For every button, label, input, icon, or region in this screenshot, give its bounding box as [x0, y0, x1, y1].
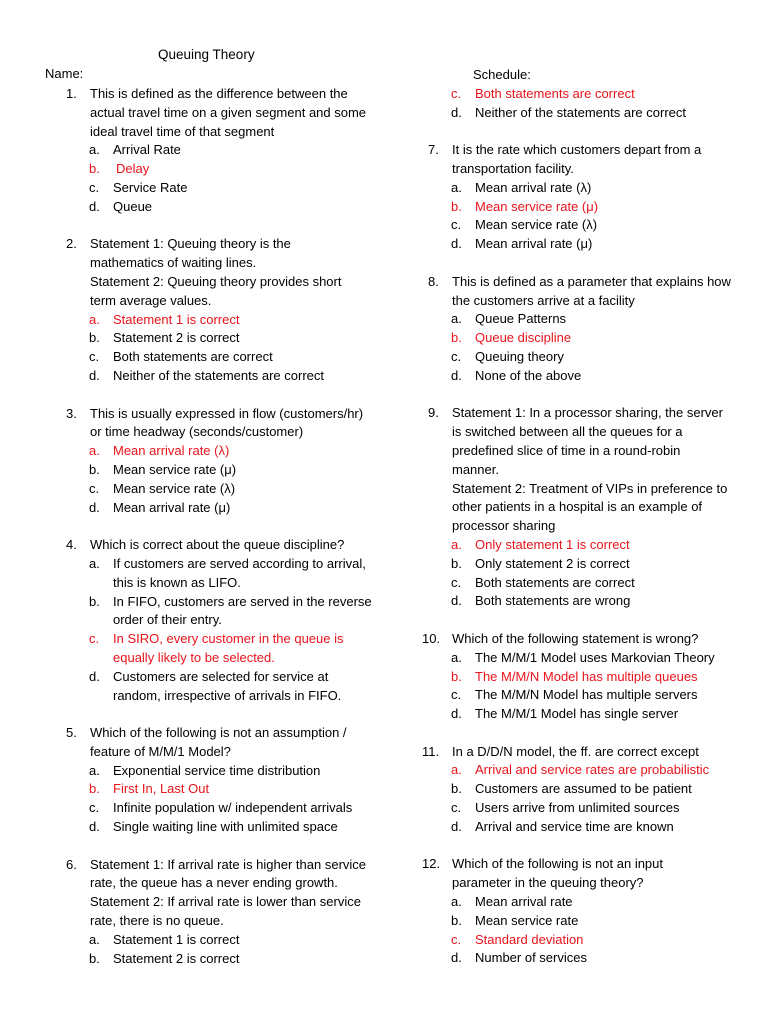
- option: b. Only statement 2 is correct: [451, 555, 630, 571]
- option: d. Mean arrival rate (μ): [451, 236, 593, 252]
- option-answer: b. Delay: [89, 161, 150, 177]
- option-continuation: random, irrespective of arrivals in FIFO.: [113, 687, 342, 703]
- option: a. Mean arrival rate: [451, 894, 573, 910]
- option-continuation: order of their entry.: [113, 612, 222, 628]
- question-number: 2.: [66, 236, 77, 252]
- question-text: This is defined as the difference between the: [90, 86, 348, 101]
- question-text: is switched between all the queues for a: [452, 424, 683, 440]
- question-number: 10.: [422, 630, 441, 646]
- question-text: Statement 2: If arrival rate is lower than service: [90, 894, 361, 910]
- option: c. Infinite population w/ independent arrivals: [89, 800, 353, 816]
- question-3: [66, 405, 406, 518]
- question-number: 12.: [422, 856, 441, 872]
- question-text: the customers arrive at a facility: [452, 292, 635, 308]
- option: c. Service Rate: [89, 179, 188, 195]
- option: d. Arrival and service time are known: [451, 818, 674, 834]
- question-text: rate, the queue has a never ending growth.: [90, 875, 338, 891]
- question-text: Which of the following is not an input: [452, 856, 664, 872]
- option: c. Users arrive from unlimited sources: [451, 800, 680, 816]
- question-5: [66, 724, 406, 837]
- question-text: mathematics of waiting lines.: [90, 255, 257, 271]
- schedule-label: Schedule:: [473, 67, 531, 82]
- option: b. Mean service rate: [451, 912, 579, 928]
- question-number: 8.: [428, 273, 439, 289]
- question-text: actual travel time on a given segment and some: [90, 104, 367, 120]
- option-answer: b. First In, Last Out: [89, 781, 210, 797]
- question-number: 11.: [422, 743, 440, 759]
- question-text: Statement 1: If arrival rate is higher than service: [90, 856, 367, 872]
- option: d. Queue: [89, 198, 153, 214]
- question-number: 5.: [66, 725, 77, 741]
- option: a. Arrival Rate: [89, 142, 181, 158]
- question-text: predefined slice of time in a round-robin: [452, 442, 681, 458]
- option-answer: c. Standard deviation: [451, 931, 584, 947]
- page-title: Queuing Theory: [158, 47, 255, 62]
- question-6-continued: [428, 66, 748, 122]
- option-continuation: equally likely to be selected.: [113, 649, 275, 665]
- question-text: processor sharing: [452, 518, 556, 534]
- question-number: 4.: [66, 537, 77, 553]
- option: d. Neither of the statements are correct: [451, 104, 686, 120]
- option: a. Queue Patterns: [451, 311, 567, 327]
- question-text: It is the rate which customers depart from a: [452, 142, 702, 158]
- option: a. Exponential service time distribution: [89, 762, 321, 778]
- option: a. Statement 1 is correct: [89, 931, 240, 947]
- question-2: [66, 235, 406, 385]
- option: a. If customers are served according to arrival,: [89, 555, 366, 571]
- option: b. Statement 2 is correct: [89, 330, 240, 346]
- option: a. The M/M/1 Model uses Markovian Theory: [451, 649, 715, 665]
- question-text: rate, there is no queue.: [90, 913, 224, 929]
- option: b. In FIFO, customers are served in the reverse: [89, 593, 372, 609]
- question-6: [66, 856, 406, 969]
- option: d. None of the above: [451, 367, 582, 383]
- option: b. Statement 2 is correct: [89, 950, 240, 966]
- question-text: This is defined as a parameter that explains how: [452, 273, 731, 289]
- question-text: manner.: [452, 461, 499, 477]
- question-number: 1.: [66, 86, 77, 101]
- question-number: 6.: [66, 856, 77, 872]
- option: c. Queuing theory: [451, 348, 564, 364]
- question-text: other patients in a hospital is an example of: [452, 499, 703, 515]
- question-12: [422, 855, 748, 968]
- question-text: or time headway (seconds/customer): [90, 424, 304, 440]
- question-text: term average values.: [90, 292, 212, 308]
- question-text: In a D/D/N model, the ff. are correct except: [452, 743, 699, 759]
- question-text: Which of the following statement is wrong?: [452, 630, 699, 646]
- question-text: ideal travel time of that segment: [90, 123, 275, 139]
- option-answer: b. Mean service rate (μ): [451, 198, 599, 214]
- question-number: 9.: [428, 405, 439, 421]
- option: c. Both statements are correct: [89, 349, 273, 365]
- right-column: [422, 66, 748, 968]
- option-answer: b. The M/M/N Model has multiple queues: [451, 668, 698, 684]
- question-8: [428, 273, 748, 386]
- option: d. Single waiting line with unlimited space: [89, 819, 338, 835]
- option: d. Mean arrival rate (μ): [89, 499, 231, 515]
- question-text: Which is correct about the queue discipline?: [90, 537, 345, 553]
- option: d. Both statements are wrong: [451, 593, 631, 609]
- question-number: 7.: [428, 142, 439, 158]
- option: d. Neither of the statements are correct: [89, 367, 324, 383]
- question-text: Statement 2: Queuing theory provides short: [90, 273, 342, 289]
- option-answer: a. Arrival and service rates are probabilistic: [451, 762, 710, 778]
- question-text: Statement 2: Treatment of VIPs in preference to: [452, 480, 728, 496]
- option-answer: a. Statement 1 is correct: [89, 311, 240, 327]
- question-11: [422, 743, 748, 837]
- question-9: [428, 404, 748, 611]
- name-label: Name:: [45, 66, 84, 81]
- option: a. Mean arrival rate (λ): [451, 179, 592, 195]
- option: d. Number of services: [451, 950, 587, 966]
- question-text: parameter in the queuing theory?: [452, 875, 644, 891]
- question-text: Which of the following is not an assumption /: [90, 725, 347, 741]
- option: d. Customers are selected for service at: [89, 668, 329, 684]
- option: b. Customers are assumed to be patient: [451, 781, 692, 797]
- question-text: feature of M/M/1 Model?: [90, 743, 231, 759]
- question-text: Statement 1: In a processor sharing, the server: [452, 405, 723, 421]
- option-answer: b. Queue discipline: [451, 330, 572, 346]
- question-1: [66, 85, 406, 217]
- question-text: Statement 1: Queuing theory is the: [90, 236, 291, 252]
- option: c. Mean service rate (λ): [451, 217, 598, 233]
- question-10: [422, 630, 748, 724]
- option-answer: c. In SIRO, every customer in the queue is: [89, 631, 344, 647]
- option: d. The M/M/1 Model has single server: [451, 706, 679, 722]
- option: b. Mean service rate (μ): [89, 461, 237, 477]
- option-answer: a. Mean arrival rate (λ): [89, 443, 230, 459]
- question-text: transportation facility.: [452, 160, 574, 176]
- option-continuation: this is known as LIFO.: [113, 574, 241, 590]
- left-column: [66, 85, 406, 968]
- question-7: [428, 141, 748, 254]
- option-answer: a. Only statement 1 is correct: [451, 536, 630, 552]
- question-4: [66, 536, 406, 705]
- option: c. The M/M/N Model has multiple servers: [451, 687, 698, 703]
- question-text: This is usually expressed in flow (customers/hr): [90, 405, 364, 421]
- option: c. Mean service rate (λ): [89, 480, 236, 496]
- question-number: 3.: [66, 405, 77, 421]
- option: c. Both statements are correct: [451, 574, 635, 590]
- option-answer: c. Both statements are correct: [451, 85, 635, 101]
